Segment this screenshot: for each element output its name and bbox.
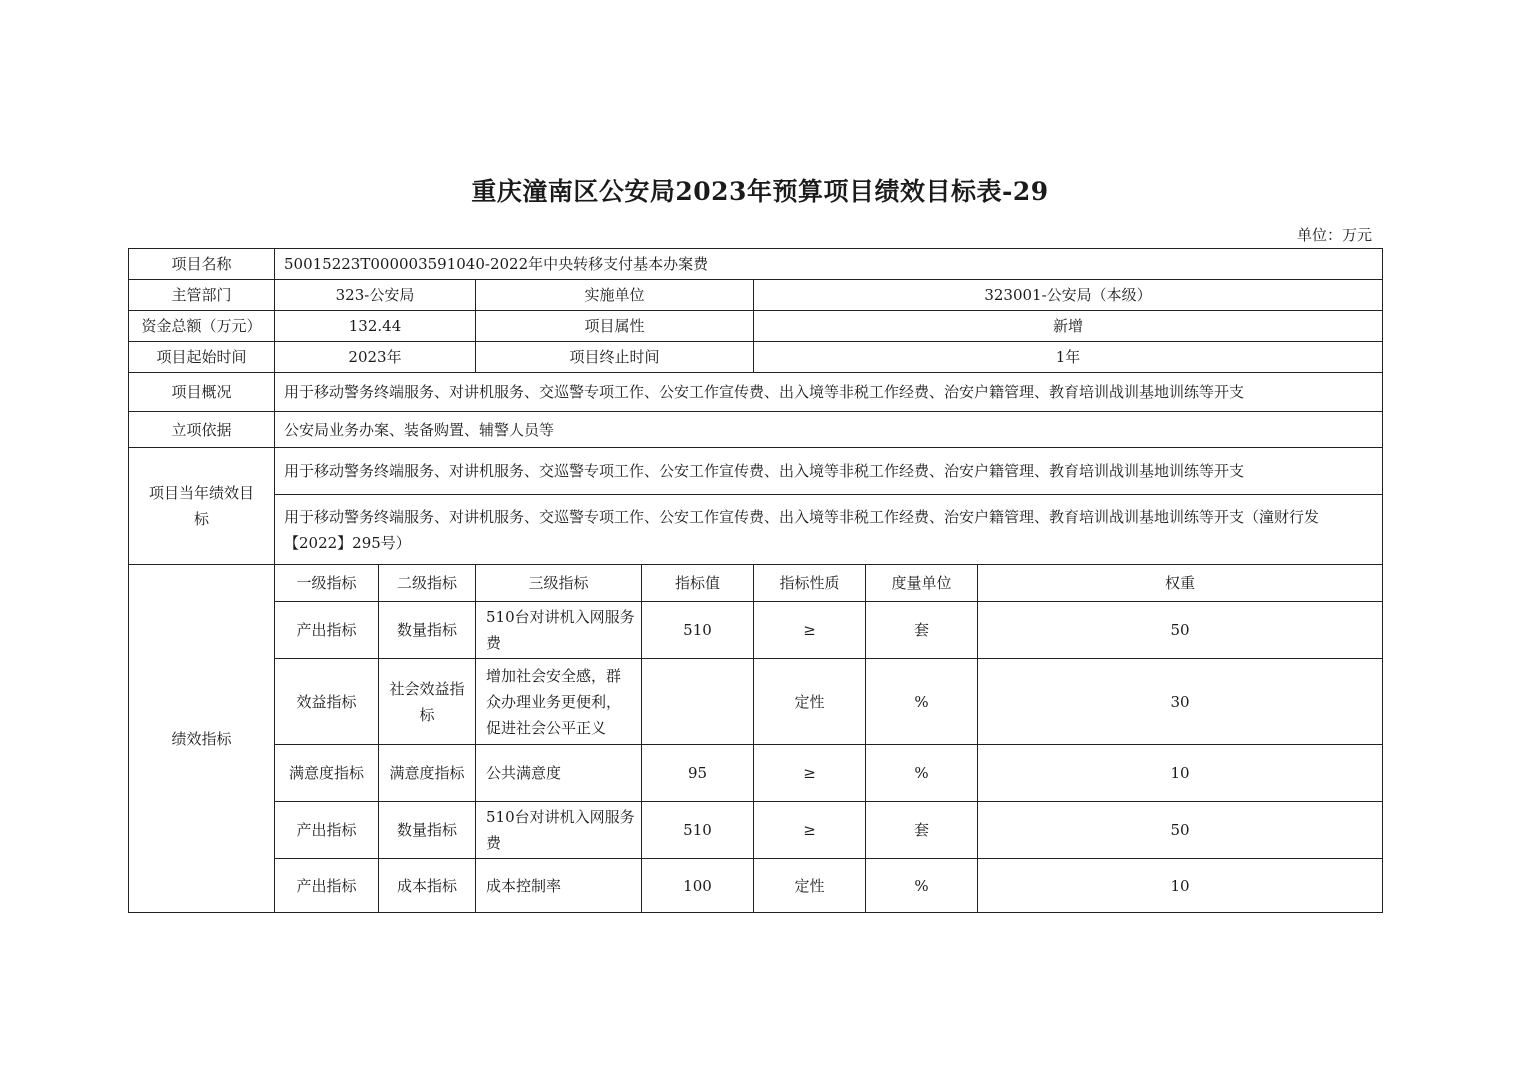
row-l3: 增加社会安全感，群众办理业务更便利，促进社会公平正义 [476,659,642,745]
row-nature: ≥ [754,602,866,659]
row-value [642,659,754,745]
page-title: 重庆潼南区公安局2023年预算项目绩效目标表-29 [471,177,1049,206]
row-basis [129,412,1383,448]
row-nature: ≥ [754,745,866,802]
goal-1-value: 用于移动警务终端服务、对讲机服务、交巡警专项工作、公安工作宣传费、出入境等非税工作经费、治安户籍管理、教育培训战训基地训练等开支 [275,448,1383,495]
row-l1: 产出指标 [275,602,379,659]
row-weight: 50 [978,802,1383,859]
funds-value: 132.44 [275,311,476,342]
attr-value: 新增 [754,311,1383,342]
impl-unit-value: 323001-公安局（本级） [754,280,1383,311]
start-value: 2023年 [275,342,476,373]
goal-label: 项目当年绩效目标 [129,448,275,565]
indicator-header-row [129,565,1383,602]
table-row [129,659,1383,745]
row-value: 100 [642,859,754,913]
overview-value: 用于移动警务终端服务、对讲机服务、交巡警专项工作、公安工作宣传费、出入境等非税工作经费、治安户籍管理、教育培训战训基地训练等开支 [275,373,1383,412]
row-l1: 效益指标 [275,659,379,745]
header-l1: 一级指标 [275,565,379,602]
row-l2: 数量指标 [379,802,476,859]
performance-table [128,248,1383,913]
row-unit: % [866,745,978,802]
row-funds [129,311,1383,342]
attr-label: 项目属性 [476,311,754,342]
row-weight: 10 [978,859,1383,913]
table-row [129,602,1383,659]
project-name-value: 50015223T000003591040-2022年中央转移支付基本办案费 [275,249,1383,280]
basis-value: 公安局业务办案、装备购置、辅警人员等 [275,412,1383,448]
row-l2: 数量指标 [379,602,476,659]
end-value: 1年 [754,342,1383,373]
row-l1: 产出指标 [275,859,379,913]
row-l3: 公共满意度 [476,745,642,802]
row-l1: 满意度指标 [275,745,379,802]
row-weight: 30 [978,659,1383,745]
row-time [129,342,1383,373]
row-unit: % [866,659,978,745]
unit-label: 单位：万元 [1296,226,1372,244]
row-l2: 满意度指标 [379,745,476,802]
row-l2: 成本指标 [379,859,476,913]
header-unit: 度量单位 [866,565,978,602]
row-overview [129,373,1383,412]
end-label: 项目终止时间 [476,342,754,373]
impl-unit-label: 实施单位 [476,280,754,311]
funds-label: 资金总额（万元） [129,311,275,342]
goal-2-value: 用于移动警务终端服务、对讲机服务、交巡警专项工作、公安工作宣传费、出入境等非税工作经费、治安户籍管理、教育培训战训基地训练等开支（潼财行发【2022】295号） [275,495,1383,565]
basis-label: 立项依据 [129,412,275,448]
row-goal-1 [129,448,1383,495]
row-dept [129,280,1383,311]
row-l3: 成本控制率 [476,859,642,913]
row-nature: 定性 [754,859,866,913]
header-weight: 权重 [978,565,1383,602]
table-row [129,859,1383,913]
header-l3: 三级指标 [476,565,642,602]
row-unit: 套 [866,602,978,659]
row-value: 95 [642,745,754,802]
table-row [129,745,1383,802]
start-label: 项目起始时间 [129,342,275,373]
row-goal-2 [129,495,1383,565]
dept-value: 323-公安局 [275,280,476,311]
overview-label: 项目概况 [129,373,275,412]
header-nature: 指标性质 [754,565,866,602]
header-value: 指标值 [642,565,754,602]
indicators-section-label: 绩效指标 [129,565,275,913]
table-row [129,802,1383,859]
project-name-label: 项目名称 [129,249,275,280]
row-value: 510 [642,602,754,659]
row-unit: % [866,859,978,913]
row-value: 510 [642,802,754,859]
row-l3: 510台对讲机入网服务费 [476,802,642,859]
row-l2: 社会效益指标 [379,659,476,745]
row-weight: 10 [978,745,1383,802]
row-nature: 定性 [754,659,866,745]
row-l3: 510台对讲机入网服务费 [476,602,642,659]
header-l2: 二级指标 [379,565,476,602]
row-weight: 50 [978,602,1383,659]
row-nature: ≥ [754,802,866,859]
row-l1: 产出指标 [275,802,379,859]
row-project-name [129,249,1383,280]
dept-label: 主管部门 [129,280,275,311]
row-unit: 套 [866,802,978,859]
